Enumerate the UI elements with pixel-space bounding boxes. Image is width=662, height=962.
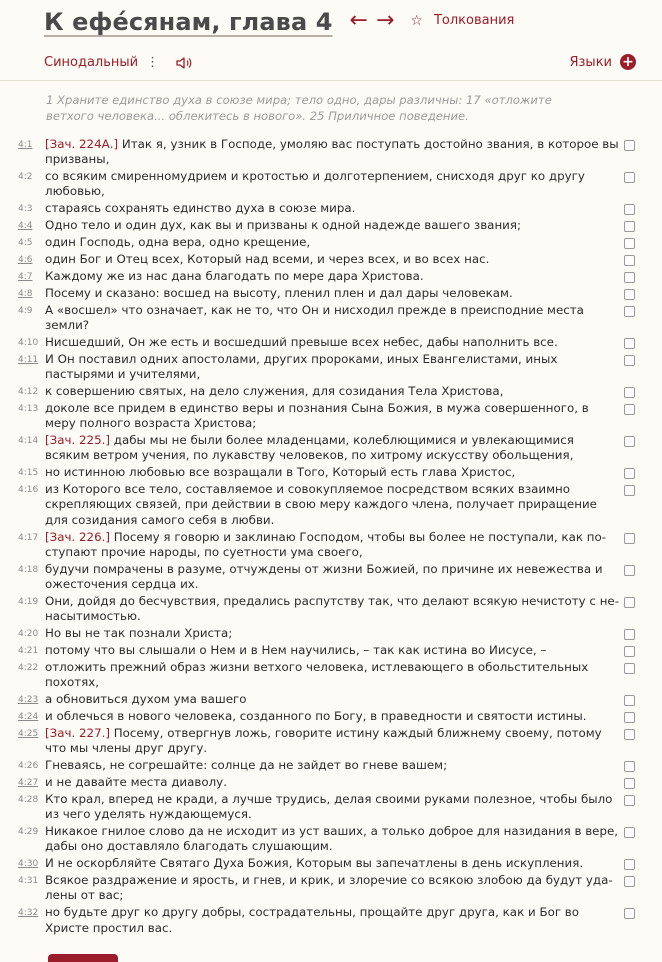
verse-checkbox[interactable] (624, 485, 635, 496)
verse-number[interactable]: 4:22 (18, 662, 39, 673)
bottom-button[interactable] (48, 954, 118, 962)
translation-selector[interactable]: Синодальный (44, 54, 139, 70)
verse-text-container (45, 269, 424, 283)
verse-checkbox[interactable] (624, 140, 635, 151)
verse-row (0, 384, 662, 399)
verse-number[interactable]: 4:14 (18, 436, 39, 447)
verse-row (0, 873, 662, 904)
verse-text: из Которого все тело, составляемое и совокупляемое посредством всяких взаимно скрепляющих связей, при действии в свою меру каждого члена, получает приращение для созидания самого себя в любви. (45, 482, 597, 527)
verse-text-container (45, 594, 619, 623)
verse-row (0, 269, 662, 284)
verse-row (0, 218, 662, 233)
verse-number[interactable]: 4:23 (18, 695, 39, 706)
verse-checkbox[interactable] (624, 172, 635, 183)
verse-checkbox[interactable] (624, 646, 635, 657)
verse-row (0, 660, 662, 691)
verse-text-container (45, 384, 503, 398)
verse-text: дабы мы не были более младенцами, колеблющимися и увлекающимися всяким ветром учения, по лукавству человеков, по хитрому искусству обольщения, (45, 433, 574, 463)
verse-number[interactable]: 4:29 (18, 827, 39, 838)
verse-checkbox[interactable] (624, 761, 635, 772)
verse-number[interactable]: 4:15 (18, 468, 39, 479)
verse-row (0, 401, 662, 432)
verse-number[interactable]: 4:11 (18, 354, 39, 365)
verse-checkbox[interactable] (624, 436, 635, 447)
verse-number[interactable]: 4:27 (18, 778, 39, 789)
verse-text-container (45, 352, 557, 381)
verse-row (0, 169, 662, 200)
verse-checkbox[interactable] (624, 289, 635, 300)
verse-number[interactable]: 4:26 (18, 761, 39, 772)
verse-text: Они, дойдя до бесчувствия, предались распутству так, что делают всякую нечистоту с ненасытимостью. (45, 594, 620, 624)
reading-marker-link[interactable]: [Зач. 226.] (45, 529, 110, 544)
verse-number[interactable]: 4:20 (18, 629, 39, 640)
speaker-icon[interactable] (176, 55, 194, 69)
verse-text-container (45, 465, 515, 479)
verse-text-container (45, 137, 619, 166)
verse-checkbox[interactable] (624, 221, 635, 232)
next-chapter-arrow-icon[interactable]: → (375, 8, 395, 33)
verse-number[interactable]: 4:6 (18, 255, 33, 266)
verse-checkbox[interactable] (624, 404, 635, 415)
verse-text: Нисшедший, Он же есть и восшедший превыше всех небес, дабы наполнить все. (45, 334, 558, 349)
verse-text-container (45, 792, 612, 821)
verse-row (0, 201, 662, 216)
verse-number[interactable]: 4:25 (18, 728, 39, 739)
verse-checkbox[interactable] (624, 778, 635, 789)
verse-checkbox[interactable] (624, 306, 635, 317)
verse-text: один Господь, одна вера, одно крещение, (45, 235, 311, 250)
verse-text-container (45, 433, 574, 462)
verse-text: и не давайте места диаволу. (45, 775, 227, 790)
verse-checkbox[interactable] (624, 255, 635, 266)
verse-checkbox[interactable] (624, 204, 635, 215)
verse-checkbox[interactable] (624, 729, 635, 740)
verse-text: стараясь сохранять единство духа в союзе мира. (45, 201, 356, 216)
verse-row (0, 692, 662, 707)
verse-number[interactable]: 4:3 (18, 204, 33, 215)
verse-text-container (45, 692, 246, 706)
verse-text: Посему и сказано: восшед на высоту, пленил плен и дал дары человекам. (45, 285, 513, 300)
verse-checkbox[interactable] (624, 338, 635, 349)
reading-marker-link[interactable]: [Зач. 227.] (45, 725, 110, 740)
verse-number[interactable]: 4:1 (18, 140, 33, 150)
verse-text: но истинною любовью все возращали в Того, Который есть глава Христос, (45, 465, 516, 480)
verse-text-container (45, 335, 558, 349)
verse-text-container (45, 856, 583, 870)
page-title: К ефе́сянам, глава 4 (44, 8, 333, 36)
verse-number[interactable]: 4:10 (18, 337, 39, 348)
verse-checkbox[interactable] (624, 663, 635, 674)
verse-number[interactable]: 4:18 (18, 564, 39, 575)
verse-text: И Он поставил одних апостолами, других пророками, иных Евангелистами, иных пастырями и учителями, (45, 351, 558, 382)
verse-number[interactable]: 4:28 (18, 794, 39, 805)
verse-text: будучи помрачены в разуме, отчуждены от жизни Божией, по причине их невежества и ожесточения сердца их. (45, 561, 603, 592)
verse-number[interactable]: 4:5 (18, 238, 33, 249)
verse-checkbox[interactable] (624, 908, 635, 919)
verse-text-container (45, 709, 586, 723)
verse-text: доколе все придем в единство веры и познания Сына Божия, в мужа совершенного, в меру полного возраста Христова; (45, 400, 589, 431)
verse-text: к совершению святых, на дело служения, для созидания Тела Христова, (45, 383, 504, 398)
verse-text-container (45, 303, 584, 332)
verse-text: А «восшел» что означает, как не то, что Он и нисходил прежде в преисподние места земли? (45, 302, 584, 333)
title-row (44, 6, 514, 40)
verse-checkbox[interactable] (624, 629, 635, 640)
verse-text: один Бог и Отец всех, Который над всеми, и через всех, и во всех нас. (45, 252, 490, 267)
verse-checkbox[interactable] (624, 597, 635, 608)
verse-text: а обновиться духом ума вашего (45, 692, 247, 707)
verse-text-container (45, 824, 618, 853)
verse-row (0, 562, 662, 593)
verse-row (0, 530, 662, 561)
verse-text: Всякое раздражение и ярость, и гнев, и крик, и злоречие со всякою злобою да будут удалены от вас; (45, 873, 613, 903)
verse-checkbox[interactable] (624, 468, 635, 479)
verse-row (0, 905, 662, 936)
reading-marker-link[interactable]: [Зач. 224А.] (45, 137, 119, 151)
verse-row (0, 137, 662, 168)
verse-text-container (45, 169, 585, 198)
verse-text: Посему, отвергнув ложь, говорите истину каждый ближнему своему, потому что мы члены друг другу. (45, 725, 602, 756)
verse-text-container (45, 562, 603, 591)
verse-row (0, 252, 662, 267)
languages-link[interactable]: Языки (569, 54, 612, 70)
verse-text: отложить прежний образ жизни ветхого человека, истлевающего в обольстительных похотях, (45, 659, 589, 690)
prev-chapter-arrow-icon[interactable]: ← (349, 8, 368, 33)
verse-checkbox[interactable] (624, 355, 635, 366)
verse-text: Посему я говорю и заклинаю Господом, чтобы вы более не поступали, как поступают прочие народы, по суетности ума своего, (45, 529, 607, 559)
verse-checkbox[interactable] (624, 565, 635, 576)
verse-text-container (45, 873, 613, 902)
translation-menu-icon[interactable]: ⋮ (146, 54, 160, 70)
verse-text: со всяким смиренномудрием и кротостью и долготерпением, снисходя друг ко другу любовью, (45, 169, 585, 199)
verse-text-container (45, 643, 546, 657)
verse-text-container (45, 286, 513, 300)
verse-text: Гневаясь, не согрешайте: солнце да не зайдет во гневе вашем; (45, 758, 448, 773)
verse-number[interactable]: 4:16 (18, 485, 39, 496)
verse-checkbox[interactable] (624, 533, 635, 544)
verse-number[interactable]: 4:17 (18, 532, 39, 543)
verse-number[interactable]: 4:7 (18, 271, 33, 282)
reading-marker-link[interactable]: [Зач. 225.] (45, 433, 110, 448)
verse-text-container (45, 401, 589, 430)
chapter-summary: 1 Храните единство духа в союзе мира; тело одно, дары различны: 17 «отложите ветхого человека... облекитесь в нового». 25 Приличное поведение. (46, 93, 552, 123)
verse-row (0, 335, 662, 350)
verse-text-container (45, 626, 232, 640)
verse-number[interactable]: 4:30 (18, 859, 39, 870)
verse-checkbox[interactable] (624, 712, 635, 723)
verse-row (0, 352, 662, 383)
verse-number[interactable]: 4:8 (18, 288, 33, 299)
verse-row (0, 824, 662, 855)
verse-text-container (45, 218, 521, 232)
verse-row (0, 482, 662, 528)
verse-row (0, 286, 662, 301)
verse-checkbox[interactable] (624, 876, 635, 887)
verse-text: Кто крал, вперед не кради, а лучше трудись, делая своими руками полезное, чтобы было из чего уделять нуждающемуся. (45, 791, 613, 822)
verse-text: Одно тело и один дух, как вы и призваны к одной надежде вашего звания; (45, 218, 521, 233)
verse-text-container (45, 235, 310, 249)
verse-text: но будьте друг ко другу добры, сострадательны, прощайте друг друга, как и Бог во Христе простил вас. (45, 905, 580, 935)
verse-number[interactable]: 4:13 (18, 403, 39, 414)
verse-text: Но вы не так познали Христа; (45, 626, 233, 641)
verse-text: и облечься в нового человека, созданного по Богу, в праведности и святости истины. (45, 709, 587, 724)
verse-checkbox[interactable] (624, 795, 635, 806)
verse-text: потому что вы слышали о Нем и в Нем научились, – так как истина во Иисусе, – (45, 643, 547, 658)
verse-text-container (45, 905, 579, 934)
verse-row (0, 594, 662, 625)
verse-text: И не оскорбляйте Святаго Духа Божия, Которым вы запечатлены в день искупления. (45, 856, 584, 871)
divider (0, 80, 662, 81)
verse-number[interactable]: 4:31 (18, 876, 39, 887)
verse-row (0, 758, 662, 773)
add-language-plus-icon[interactable]: + (620, 54, 636, 70)
verse-number[interactable]: 4:12 (18, 386, 39, 397)
verse-row (0, 235, 662, 250)
verse-text-container (45, 660, 588, 689)
verse-text: Никакое гнилое слово да не исходит из уст ваших, а только доброе для назидания в вере, дабы оно доставляло благодать слушающим. (45, 824, 619, 854)
verse-text-container (45, 758, 447, 772)
interpretations-link[interactable]: Толкования (433, 13, 515, 28)
verse-number[interactable]: 4:24 (18, 712, 39, 723)
verse-row (0, 792, 662, 823)
verse-checkbox[interactable] (624, 272, 635, 283)
verse-checkbox[interactable] (624, 827, 635, 838)
verse-row (0, 303, 662, 334)
bookmark-star-icon[interactable]: ☆ (410, 13, 423, 29)
verse-row (0, 775, 662, 790)
verse-checkbox[interactable] (624, 387, 635, 398)
verse-number[interactable]: 4:2 (18, 172, 33, 183)
verse-checkbox[interactable] (624, 238, 635, 249)
verse-row (0, 465, 662, 480)
verse-row (0, 626, 662, 641)
verse-row (0, 643, 662, 658)
verse-number[interactable]: 4:21 (18, 646, 39, 657)
verse-number[interactable]: 4:32 (18, 908, 39, 919)
verse-checkbox[interactable] (624, 695, 635, 706)
verse-text: Каждому же из нас дана благодать по мере дара Христова. (45, 268, 424, 283)
verse-row (0, 726, 662, 757)
verse-text-container (45, 726, 602, 755)
verse-checkbox[interactable] (624, 859, 635, 870)
verse-text: Итак я, узник в Господе, умоляю вас поступать достойно звания, в которое вы призваны, (45, 137, 619, 167)
verse-text-container (45, 252, 489, 266)
verse-row (0, 433, 662, 464)
verse-number[interactable]: 4:19 (18, 597, 39, 607)
verse-text-container (45, 201, 355, 215)
verse-list (0, 137, 662, 938)
verse-text-container (45, 775, 227, 789)
verse-row (0, 709, 662, 724)
verse-row (0, 856, 662, 871)
verse-number[interactable]: 4:9 (18, 305, 33, 316)
verse-text-container (45, 482, 597, 527)
translation-toolbar (44, 50, 636, 74)
verse-text-container (45, 530, 606, 559)
verse-number[interactable]: 4:4 (18, 221, 33, 232)
